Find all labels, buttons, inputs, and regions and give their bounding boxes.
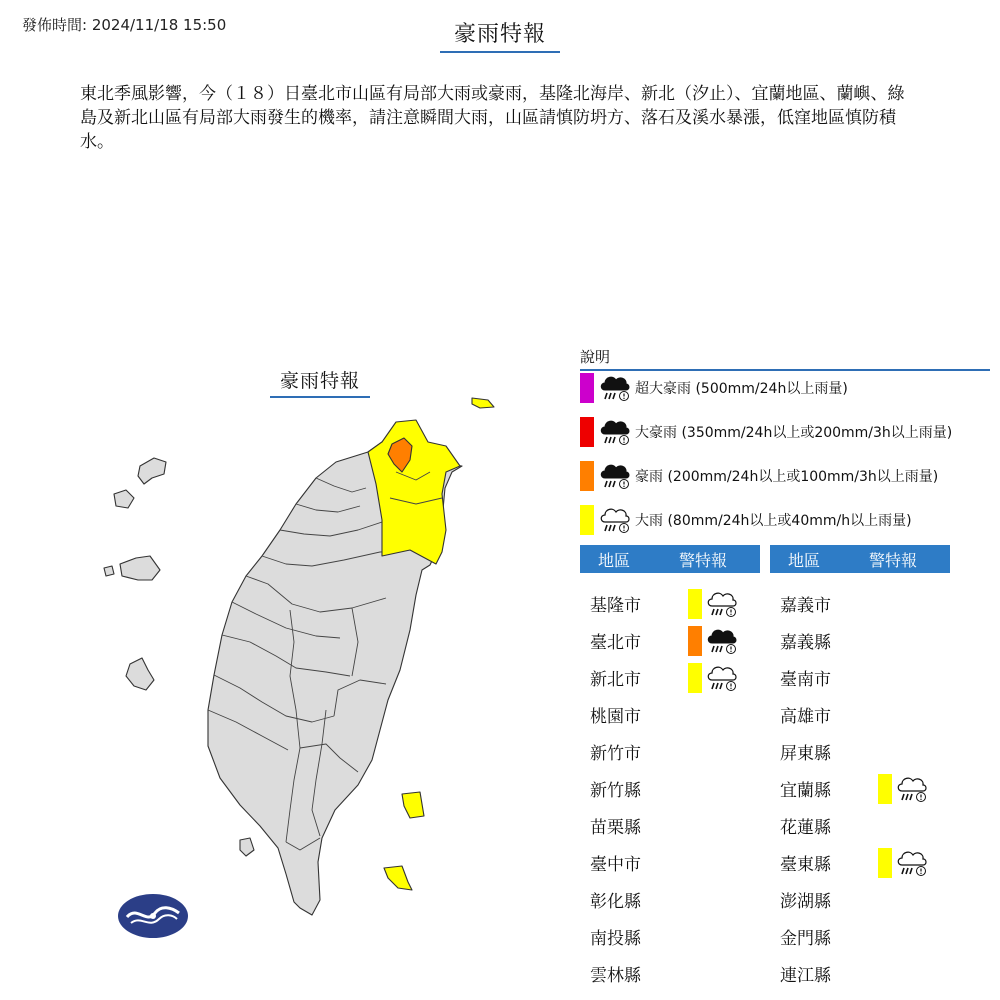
map-island-pengjia: [472, 398, 494, 408]
torrential-rain-icon: [599, 373, 631, 403]
table-header-left: [580, 545, 760, 573]
county-name: 彰化縣: [590, 892, 641, 912]
table-row: [590, 918, 760, 955]
torrential-rain-icon: [599, 417, 631, 447]
county-name: 高雄市: [780, 707, 831, 727]
heavy-rain-icon: [706, 663, 738, 693]
warning-swatch: [688, 663, 702, 693]
county-warning: [688, 663, 738, 693]
page-title-block: [440, 17, 560, 53]
county-name: 嘉義縣: [780, 633, 831, 653]
table-row: [590, 659, 760, 696]
warning-swatch: [878, 774, 892, 804]
table-row: [590, 881, 760, 918]
table-row: [780, 696, 950, 733]
county-name: 嘉義市: [780, 596, 831, 616]
map-island-kinmen: [120, 556, 160, 580]
legend-heading-block: [580, 346, 990, 371]
legend-label: 大豪雨 (350mm/24h以上或200mm/3h以上雨量): [635, 425, 953, 441]
map-island-liuqiu: [240, 838, 254, 856]
table-row: [780, 955, 950, 992]
table-row: [590, 733, 760, 770]
heavy-rain-icon: [896, 848, 928, 878]
page-title: 豪雨特報: [453, 22, 546, 47]
header-warning: 警特報: [679, 550, 728, 570]
legend-swatch: [580, 461, 594, 491]
table-row: [780, 585, 950, 622]
warning-swatch: [878, 848, 892, 878]
legend-label: 豪雨 (200mm/24h以上或100mm/3h以上雨量): [635, 469, 939, 485]
county-name: 屏東縣: [780, 744, 831, 764]
legend-heading: 說明: [580, 348, 611, 366]
county-name: 花蓮縣: [780, 818, 831, 838]
county-name: 新竹市: [590, 744, 641, 764]
legend-swatch: [580, 373, 594, 403]
county-name: 宜蘭縣: [780, 781, 831, 801]
county-name: 金門縣: [780, 929, 831, 949]
table-row: [780, 733, 950, 770]
torrential-rain-icon: [599, 461, 631, 491]
legend-item-super-torrential: [580, 373, 848, 403]
legend-underline: [580, 369, 990, 371]
legend-swatch: [580, 505, 594, 535]
map-island-kinmen-2: [104, 566, 114, 576]
table-row: [590, 807, 760, 844]
map-island-matsu-2: [114, 490, 134, 508]
warning-swatch: [688, 626, 702, 656]
header-warning: 警特報: [869, 550, 918, 570]
county-warning: [878, 848, 928, 878]
legend-item-heavy: [580, 505, 912, 535]
header-region: 地區: [598, 550, 631, 570]
map-island-penghu: [126, 658, 154, 690]
county-warning: [688, 626, 738, 656]
torrential-rain-icon: [706, 626, 738, 656]
county-name: 新北市: [590, 670, 641, 690]
table-row: [590, 844, 760, 881]
table-row: [780, 622, 950, 659]
map-island-orchid: [384, 866, 412, 890]
county-warning: [688, 589, 738, 619]
table-row: [590, 955, 760, 992]
county-name: 臺中市: [590, 855, 641, 875]
table-row: [780, 770, 950, 807]
heavy-rain-icon: [706, 589, 738, 619]
map-region-new-taipei-keelung-yilan: [368, 420, 460, 564]
county-name: 新竹縣: [590, 781, 641, 801]
table-row: [590, 770, 760, 807]
taiwan-warning-map: [90, 380, 510, 920]
map-title: 豪雨特報: [279, 370, 360, 392]
county-name: 澎湖縣: [780, 892, 831, 912]
map-island-matsu: [138, 458, 166, 484]
county-name: 臺北市: [590, 633, 641, 653]
cwa-logo: [117, 893, 189, 939]
heavy-rain-icon: [896, 774, 928, 804]
county-name: 臺東縣: [780, 855, 831, 875]
table-row: [780, 659, 950, 696]
county-name: 苗栗縣: [590, 818, 641, 838]
county-warning: [878, 774, 928, 804]
county-name: 雲林縣: [590, 966, 641, 986]
legend-label: 超大豪雨 (500mm/24h以上雨量): [635, 381, 848, 397]
county-name: 桃園市: [590, 707, 641, 727]
heavy-rain-icon: [599, 505, 631, 535]
county-name: 連江縣: [780, 966, 831, 986]
title-underline: [440, 51, 560, 53]
table-row: [780, 807, 950, 844]
county-name: 基隆市: [590, 596, 641, 616]
legend-label: 大雨 (80mm/24h以上或40mm/h以上雨量): [635, 513, 912, 529]
table-row: [780, 918, 950, 955]
issue-time: 發佈時間: 2024/11/18 15:50: [22, 16, 227, 34]
legend-swatch: [580, 417, 594, 447]
legend-item-extremely-heavy: [580, 417, 952, 447]
legend-item-torrential: [580, 461, 938, 491]
table-header-right: [770, 545, 950, 573]
header-region: 地區: [788, 550, 821, 570]
warning-swatch: [688, 589, 702, 619]
table-row: [780, 881, 950, 918]
county-name: 南投縣: [590, 929, 641, 949]
table-row: [590, 622, 760, 659]
map-island-green: [402, 792, 424, 818]
warning-description: 東北季風影響，今（１８）日臺北市山區有局部大雨或豪雨，基隆北海岸、新北（汐止）、宜蘭地區、蘭嶼、綠島及新北山區有局部大雨發生的機率，請注意瞬間大雨，山區請慎防坍方、落石及溪水暴漲，低窪地區慎防積水。: [80, 84, 905, 152]
table-row: [780, 844, 950, 881]
county-name: 臺南市: [780, 670, 831, 690]
table-row: [590, 696, 760, 733]
table-row: [590, 585, 760, 622]
